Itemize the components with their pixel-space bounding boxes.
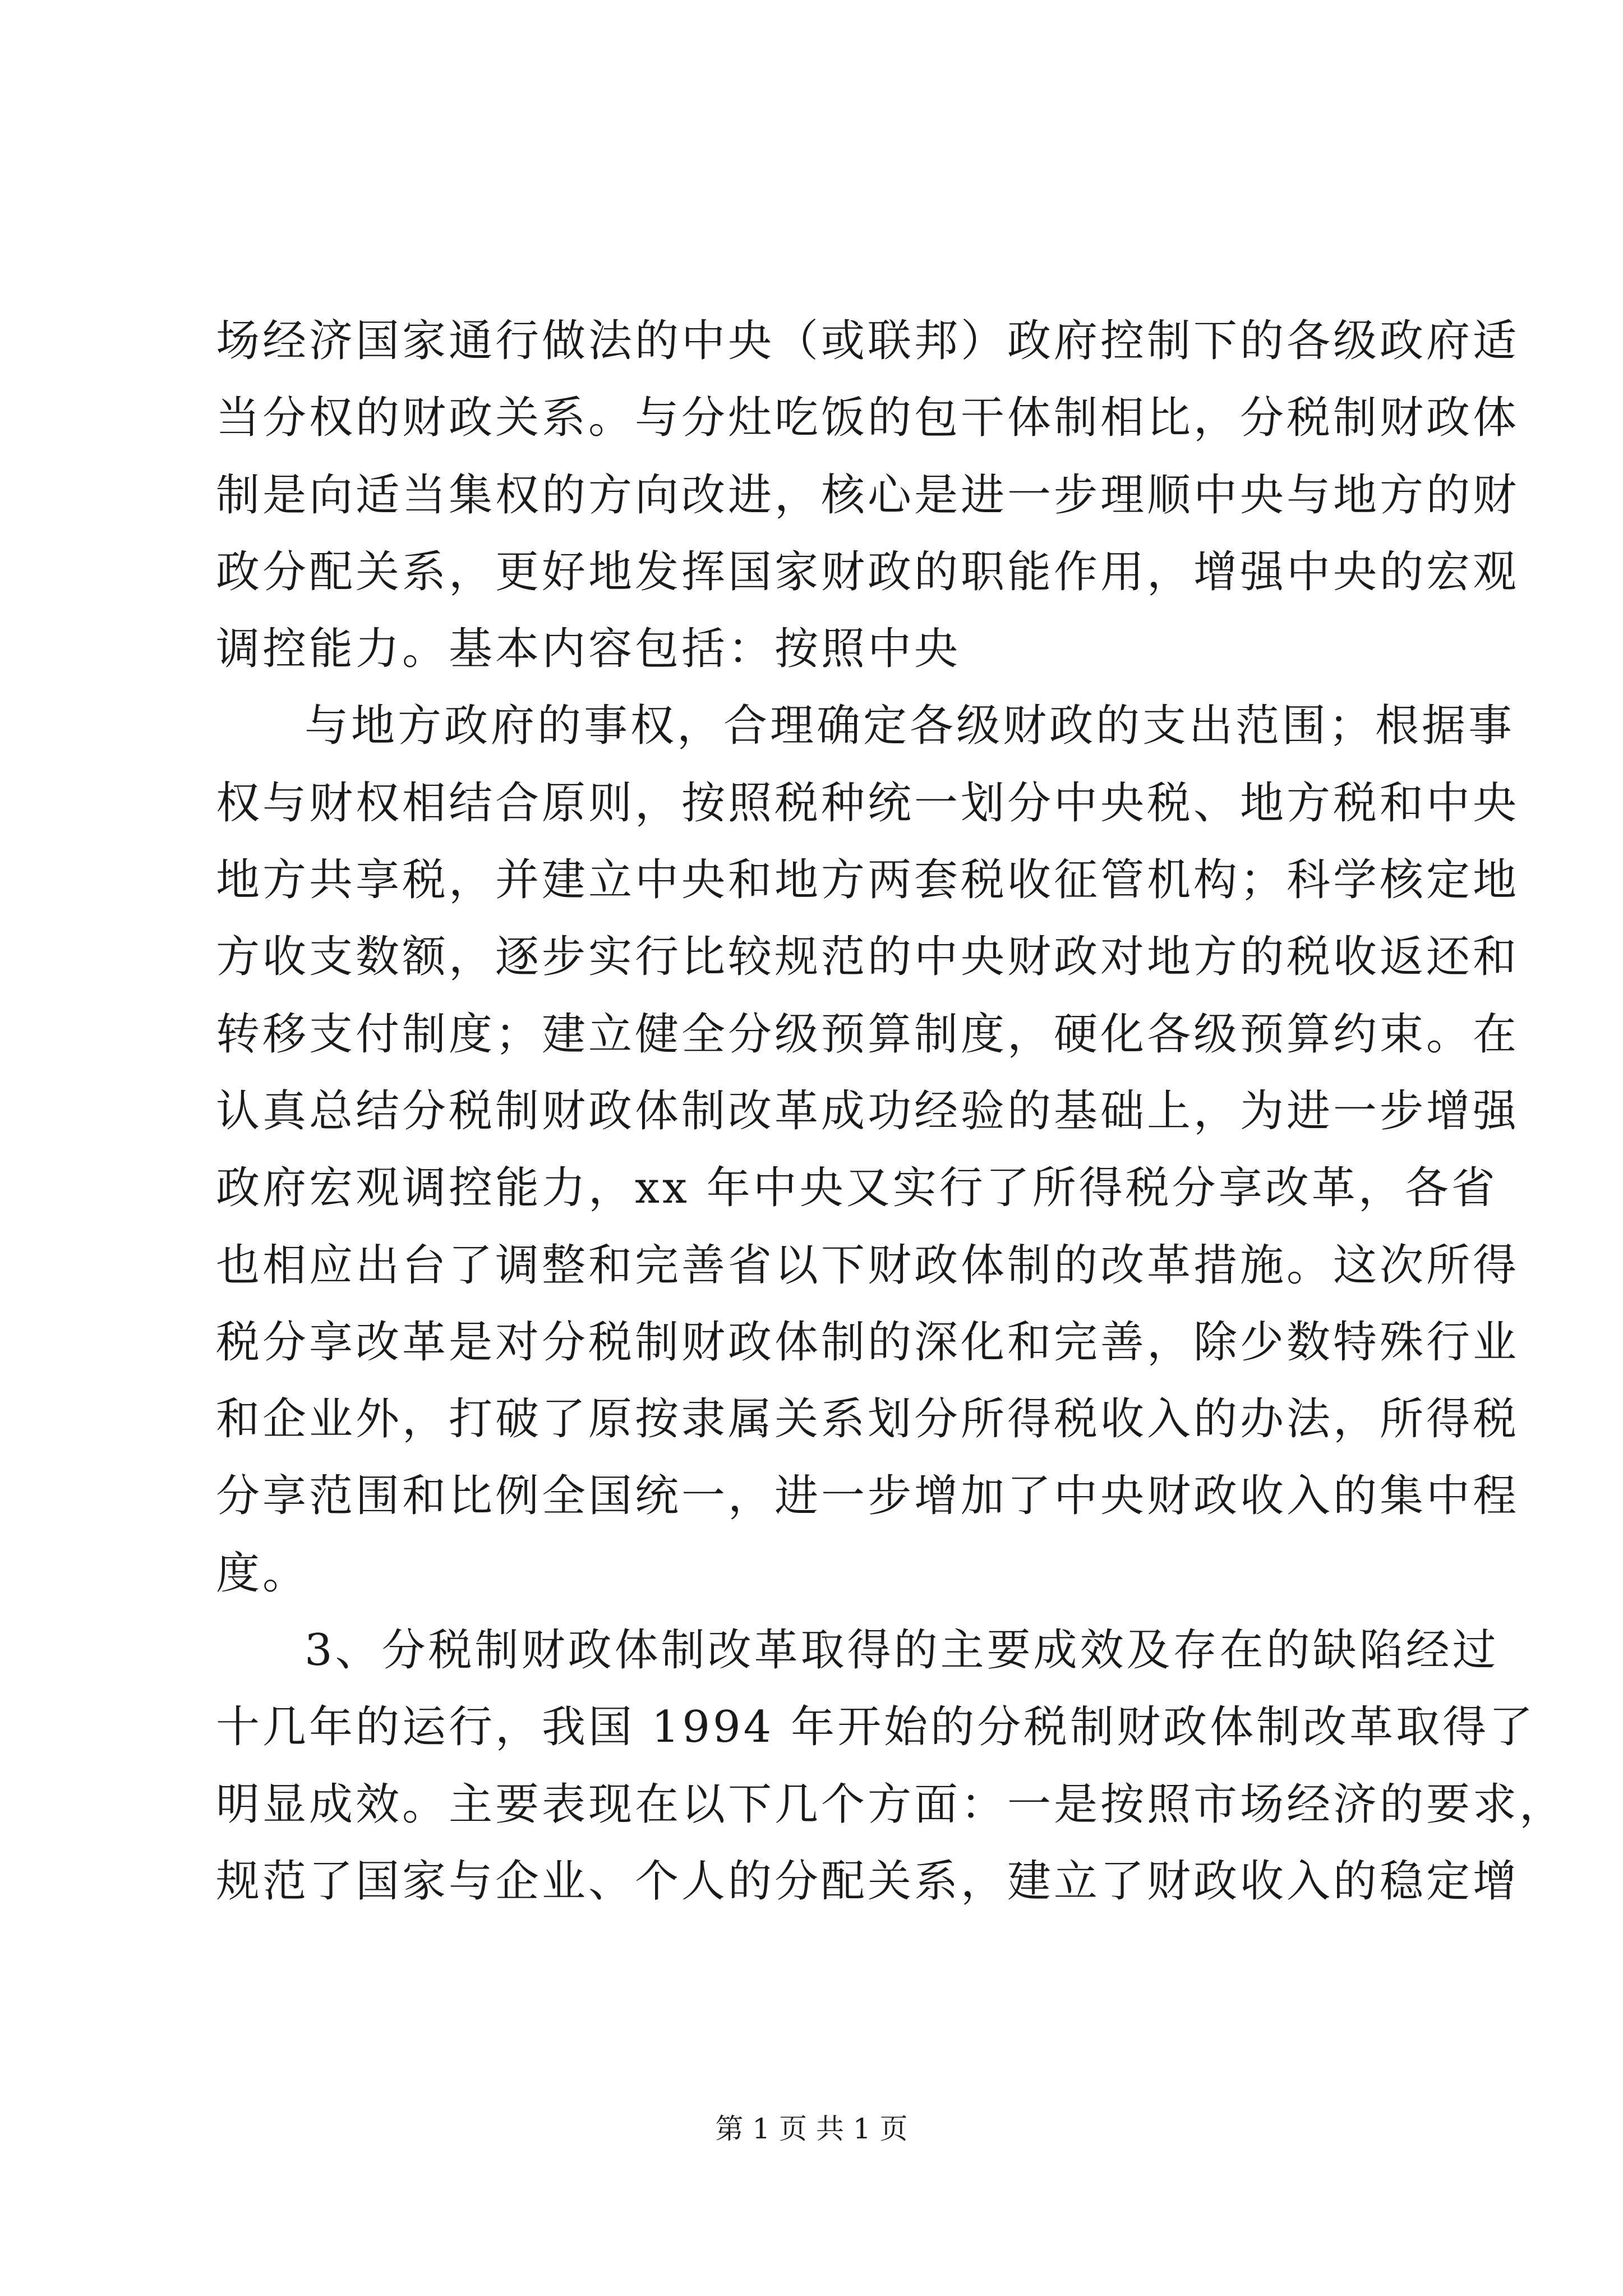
text-line: 权与财权相结合原则，按照税种统一划分中央税、地方税和中央 <box>216 777 1520 829</box>
paragraph-start-line: 与地方政府的事权，合理确定各级财政的支出范围；根据事 <box>305 701 1515 752</box>
text-line: 制是向适当集权的方向改进，核心是进一步理顺中央与地方的财 <box>216 470 1520 521</box>
text-line: 十几年的运行，我国 1994 年开始的分税制财政体制改革取得了 <box>216 1702 1536 1753</box>
text-line: 也相应出台了调整和完善省以下财政体制的改革措施。这次所得 <box>216 1240 1520 1291</box>
text-line: 政府宏观调控能力，xx 年中央又实行了所得税分享改革，各省 <box>216 1163 1498 1214</box>
text-line: 分享范围和比例全国统一，进一步增加了中央财政收入的集中程 <box>216 1471 1520 1522</box>
text-line: 认真总结分税制财政体制改革成功经验的基础上，为进一步增强 <box>216 1085 1520 1137</box>
text-line: 当分权的财政关系。与分灶吃饭的包干体制相比，分税制财政体 <box>216 393 1520 444</box>
text-line: 度。 <box>216 1548 310 1599</box>
text-line: 方收支数额，逐步实行比较规范的中央财政对地方的税收返还和 <box>216 932 1520 983</box>
text-line: 场经济国家通行做法的中央（或联邦）政府控制下的各级政府适 <box>216 316 1520 366</box>
text-line: 税分享改革是对分税制财政体制的深化和完善，除少数特殊行业 <box>216 1317 1520 1368</box>
section-heading-line: 3、分税制财政体制改革取得的主要成效及存在的缺陷经过 <box>305 1625 1499 1676</box>
text-line: 政分配关系，更好地发挥国家财政的职能作用，增强中央的宏观 <box>216 546 1520 597</box>
text-line: 规范了国家与企业、个人的分配关系，建立了财政收入的稳定增 <box>216 1856 1520 1907</box>
text-line: 转移支付制度；建立健全分级预算制度，硬化各级预算约束。在 <box>216 1009 1520 1060</box>
text-line: 明显成效。主要表现在以下几个方面：一是按照市场经济的要求， <box>216 1779 1566 1830</box>
text-line: 和企业外，打破了原按隶属关系划分所得税收入的办法，所得税 <box>216 1394 1520 1445</box>
page-number-footer: 第 1 页 共 1 页 <box>715 2113 908 2145</box>
text-line: 地方共享税，并建立中央和地方两套税收征管机构；科学核定地 <box>216 855 1520 906</box>
text-line: 调控能力。基本内容包括：按照中央 <box>216 624 961 675</box>
body-text <box>216 303 1566 1920</box>
